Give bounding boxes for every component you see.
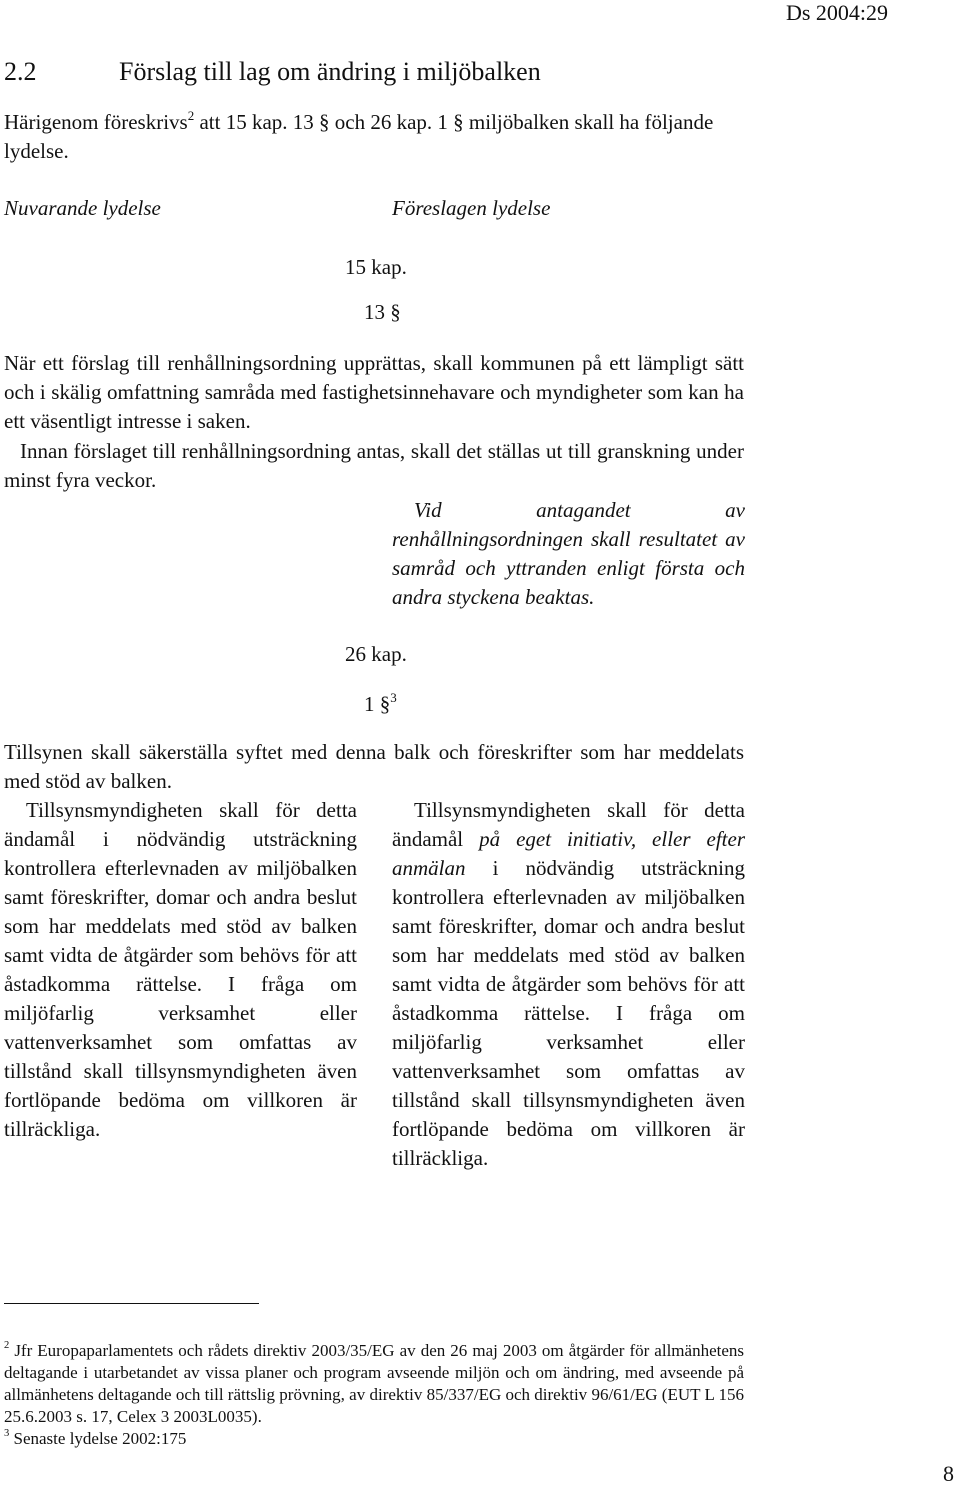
- chapter-26-title: 26 kap.: [345, 642, 407, 666]
- chapter-15-title: 15 kap.: [345, 255, 407, 279]
- section-heading: [4, 56, 541, 88]
- footnote-divider: [4, 1303, 259, 1304]
- footnote-2: [4, 1340, 744, 1428]
- intro-paragraph: [4, 108, 749, 166]
- footnote-3: [4, 1428, 744, 1450]
- ch26-para1-current-text: Tillsynsmyndigheten skall för detta ändamål i nödvändig utsträckning kontrollera efterlevnaden av miljöbalken samt föreskrifter, domar och andra beslut som har meddelats med stöd av balken samt vidta de åtgärder som behövs för att åstadkomma rättelse. I fråga om miljöfarlig verksamhet eller vattenverksamhet som omfattas av tillstånd skall tillsynsmyndigheten även fortlöpande bedöma om villkoren är tillräckliga.: [4, 798, 357, 1141]
- footnote-3-number: 3: [4, 1428, 10, 1440]
- footnote-2-text: Jfr Europaparlamentets och rådets direktiv 2003/35/EG av den 26 maj 2003 om åtgärder för allmänhetens deltagande i utarbetandet av vissa planer och program avseende miljön och om ändring, med avseende på allmänhetens deltagande och till rättslig prövning, av direktiv 85/337/EG och direktiv 96/61/EG (EUT L 156 25.6.2003 s. 17, Celex 3 2003L0035).: [4, 1341, 744, 1426]
- paragraph-1-text: 1 §: [364, 692, 391, 716]
- footnote-3-text: Senaste lydelse 2002:175: [9, 1429, 187, 1448]
- intro-text-start: Härigenom föreskrivs: [4, 110, 188, 134]
- footnote-ref-3[interactable]: 3: [390, 689, 397, 705]
- ch26-para1-text-1: Tillsynen skall säkerställa syftet med denna balk och föreskrifter som har meddelats med stöd av balken.: [4, 740, 744, 793]
- proposed-text-start: Tillsynsmyndigheten skall för detta ändamål: [392, 798, 745, 851]
- paragraph-1-label: [364, 690, 397, 719]
- footnote-ref-2[interactable]: 2: [187, 107, 195, 123]
- current-wording-heading: Nuvarande lydelse: [4, 196, 161, 220]
- intro-text-end: att 15 kap. 13 § och 26 kap. 1 § miljöbalken skall ha följande lydelse.: [4, 110, 714, 163]
- page-number: 8: [943, 1461, 954, 1486]
- section-title: Förslag till lag om ändring i miljöbalken: [119, 57, 541, 86]
- document-reference: Ds 2004:29: [785, 0, 888, 25]
- footnotes: [4, 1340, 744, 1450]
- ch15-para13-text-1: När ett förslag till renhållningsordning upprättas, skall kommunen på ett lämpligt sätt och i skälig omfattning samråda med fastighetsinnehavare och myndigheter som kan ha ett väsentligt intresse i saken.: [4, 351, 744, 433]
- ch26-para1-proposed-text: [392, 796, 745, 1173]
- proposed-text-inserted: på eget initiativ, eller efter anmälan: [392, 827, 745, 880]
- footnote-2-number: 2: [4, 1340, 10, 1352]
- paragraph-13-label: 13 §: [364, 300, 401, 324]
- ch15-para13-text-2: Innan förslaget till renhållningsordning antas, skall det ställas ut till granskning under minst fyra veckor.: [4, 439, 744, 492]
- ch15-para13-proposed-addition: Vid antagandet av renhållningsordningen skall resultatet av samråd och yttranden enligt första och andra styckena beaktas.: [392, 498, 745, 609]
- section-number: 2.2: [4, 57, 37, 86]
- proposed-text-end: i nödvändig utsträckning kontrollera efterlevnaden av miljöbalken samt föreskrifter, domar och andra beslut som har meddelats med stöd av balken samt vidta de åtgärder som behövs för att åstadkomma rättelse. I fråga om miljöfarlig verksamhet eller vattenverksamhet som omfattas av tillstånd skall tillsynsmyndigheten även fortlöpande bedöma om villkoren är tillräckliga.: [392, 856, 745, 1170]
- proposed-wording-heading: Föreslagen lydelse: [392, 196, 551, 220]
